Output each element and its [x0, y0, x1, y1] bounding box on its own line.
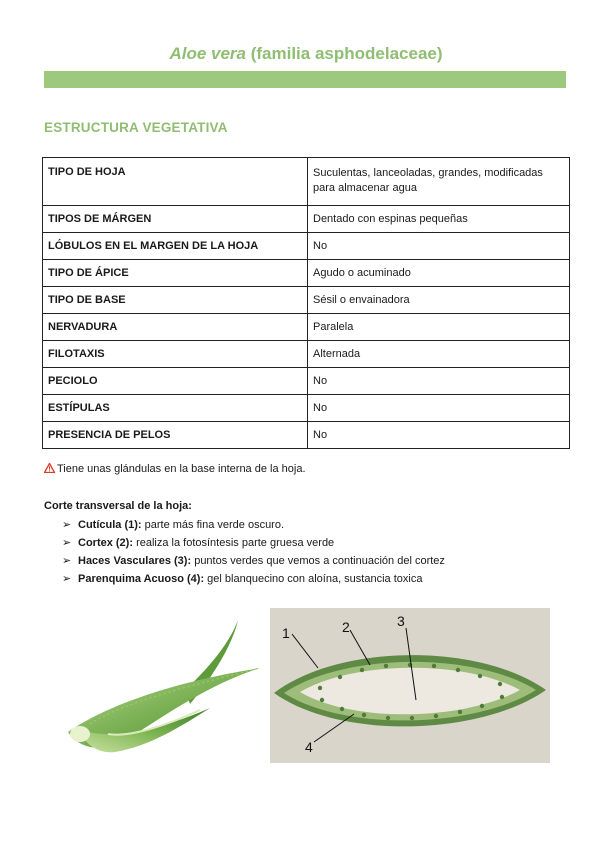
list-item-text: puntos verdes que vemos a continuación del cortez	[191, 555, 445, 567]
cross-section-list	[62, 516, 445, 588]
property-name: PECIOLO	[43, 368, 308, 395]
title-divider-bar	[44, 71, 566, 88]
list-item	[62, 552, 445, 570]
gland-note	[44, 463, 306, 476]
list-item-text: realiza la fotosíntesis parte gruesa verde	[133, 537, 335, 549]
list-item-text: gel blanquecino con aloína, sustancia toxica	[204, 573, 423, 585]
property-name: ESTÍPULAS	[43, 395, 308, 422]
table-row	[43, 341, 570, 368]
table-row	[43, 233, 570, 260]
property-name: TIPO DE HOJA	[43, 158, 308, 206]
vegetative-structure-table	[42, 157, 570, 449]
list-item-term: Haces Vasculares (3):	[78, 555, 192, 567]
table-row	[43, 206, 570, 233]
arrow-bullet-icon: ➢	[62, 537, 72, 549]
property-name: TIPOS DE MÁRGEN	[43, 206, 308, 233]
list-item-text: parte más fina verde oscuro.	[141, 519, 285, 531]
cross-section-heading: Corte transversal de la hoja:	[44, 500, 192, 512]
property-name: TIPO DE ÁPICE	[43, 260, 308, 287]
warning-icon	[44, 463, 55, 476]
property-name: LÓBULOS EN EL MARGEN DE LA HOJA	[43, 233, 308, 260]
list-item	[62, 534, 445, 552]
table-row	[43, 368, 570, 395]
table-row	[43, 395, 570, 422]
list-item	[62, 570, 445, 588]
property-value: No	[308, 233, 570, 260]
note-text: Tiene unas glándulas en la base interna de la hoja.	[57, 463, 306, 475]
figure-label-cuticle: 1	[282, 625, 290, 641]
property-name: PRESENCIA DE PELOS	[43, 422, 308, 449]
property-name: FILOTAXIS	[43, 341, 308, 368]
property-value: Suculentas, lanceoladas, grandes, modificadas para almacenar agua	[308, 158, 570, 206]
arrow-bullet-icon: ➢	[62, 519, 72, 531]
arrow-bullet-icon: ➢	[62, 573, 72, 585]
arrow-bullet-icon: ➢	[62, 555, 72, 567]
table-row	[43, 158, 570, 206]
property-value: Dentado con espinas pequeñas	[308, 206, 570, 233]
title-family: (familia asphodelaceae)	[246, 44, 443, 63]
section-heading: ESTRUCTURA VEGETATIVA	[44, 120, 228, 135]
figure-label-vascular-bundles: 3	[397, 613, 405, 629]
figure-label-parenchyma: 4	[305, 739, 313, 755]
table-row	[43, 314, 570, 341]
property-name: NERVADURA	[43, 314, 308, 341]
aloe-leaves-image	[60, 612, 270, 762]
list-item-term: Cortex (2):	[78, 537, 134, 549]
title-species: Aloe vera	[169, 44, 246, 63]
property-value: Alternada	[308, 341, 570, 368]
page-title	[0, 44, 600, 64]
table-row	[43, 422, 570, 449]
property-value: No	[308, 422, 570, 449]
property-value: Agudo o acuminado	[308, 260, 570, 287]
property-value: Paralela	[308, 314, 570, 341]
property-value: No	[308, 395, 570, 422]
property-value: Sésil o envainadora	[308, 287, 570, 314]
list-item-term: Parenquima Acuoso (4):	[78, 573, 205, 585]
figure-label-cortex: 2	[342, 619, 350, 635]
property-name: TIPO DE BASE	[43, 287, 308, 314]
property-value: No	[308, 368, 570, 395]
list-item-term: Cutícula (1):	[78, 519, 142, 531]
table-row	[43, 287, 570, 314]
table-row	[43, 260, 570, 287]
list-item	[62, 516, 445, 534]
